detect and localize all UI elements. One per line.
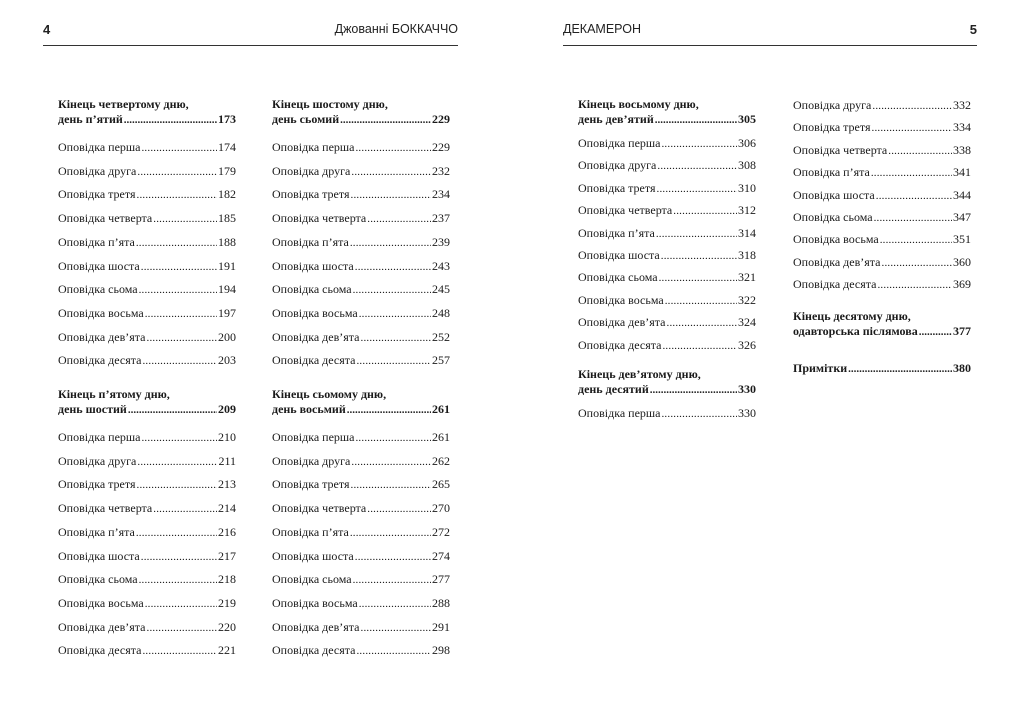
dot-leader [353, 571, 431, 588]
toc-entry [272, 258, 450, 274]
toc-entry-page: 347 [953, 210, 971, 224]
toc-entry-page: 218 [218, 572, 236, 587]
dot-leader [139, 571, 217, 588]
dot-leader [136, 234, 217, 251]
dot-leader [141, 139, 217, 156]
dot-leader [340, 112, 431, 128]
toc-entry [793, 254, 971, 270]
toc-entry-label: Оповідка перша [578, 406, 661, 420]
toc-entry-label: Оповідка сьома [793, 210, 873, 224]
toc-entry-label: Оповідка третя [272, 187, 350, 202]
toc-entry [58, 642, 236, 658]
toc-entry [272, 234, 450, 250]
toc-entry-page: 211 [218, 453, 236, 468]
toc-entry-page: 229 [432, 140, 450, 154]
toc-entry-page: 174 [218, 140, 236, 154]
dot-leader [145, 595, 217, 612]
toc-entry-label: Оповідка дев’ята [272, 329, 360, 344]
toc-entry [578, 157, 756, 173]
toc-entry-label: Оповідка друга [272, 453, 351, 468]
dot-leader [351, 163, 431, 180]
left-page-header [43, 22, 458, 46]
toc-entry-page: 312 [738, 203, 756, 218]
toc-entry [578, 202, 756, 218]
toc-entry [272, 548, 450, 564]
toc-entry [272, 139, 450, 155]
heading-line-1: Кінець десятому дню, [793, 308, 911, 323]
notes-label: Примітки [793, 360, 848, 375]
toc-entry-page: 344 [953, 187, 971, 202]
toc-entry-page: 191 [218, 258, 236, 273]
toc-entry-label: Оповідка перша [578, 136, 661, 150]
toc-entry-label: Оповідка третя [793, 120, 871, 135]
toc-entry-label: Оповідка четверта [793, 142, 888, 157]
toc-section-heading [578, 367, 756, 398]
heading-line-2: день десятий [578, 382, 649, 396]
toc-entry-page: 326 [738, 337, 756, 352]
dot-leader [356, 642, 431, 659]
toc-entry-label: Оповідка шоста [58, 258, 140, 273]
toc-entry [272, 210, 450, 226]
heading-line-2: одавторська післямова [793, 323, 918, 338]
toc-entry-page: 360 [953, 254, 971, 269]
toc-entry-label: Оповідка дев’ята [58, 619, 146, 634]
toc-entry-page: 210 [218, 430, 236, 444]
toc-section-heading [272, 387, 450, 418]
toc-entry-page: 274 [432, 548, 450, 563]
toc-entry-label: Оповідка сьома [272, 572, 352, 587]
toc-entry-page: 188 [218, 234, 236, 249]
toc-entry [58, 305, 236, 321]
toc-entry-label: Оповідка восьма [578, 292, 664, 307]
heading-line-2: день восьмий [272, 402, 346, 416]
toc-entry [58, 258, 236, 274]
toc-entry-label: Оповідка третя [272, 477, 350, 492]
page-number: 4 [43, 22, 51, 37]
right-page [511, 0, 1023, 723]
heading-line-1: Кінець сьомому дню, [272, 387, 387, 401]
dot-leader [656, 225, 737, 242]
toc-entry [793, 97, 971, 113]
toc-entry-page: 318 [738, 248, 756, 262]
toc-entry-page: 243 [432, 258, 450, 273]
heading-line-1: Кінець шостому дню, [272, 97, 388, 111]
toc-entry-page: 270 [432, 501, 450, 516]
heading-line-2: день шостий [58, 402, 127, 416]
toc-entry-page: 194 [218, 282, 236, 297]
toc-entry [272, 595, 450, 611]
dot-leader [147, 329, 218, 346]
toc-entry-label: Оповідка дев’ята [793, 254, 881, 269]
toc-entry-label: Оповідка десята [58, 643, 142, 658]
toc-entry-label: Оповідка восьма [272, 595, 358, 610]
toc-entry-label: Оповідка дев’ята [578, 315, 666, 330]
heading-line-2: день сьомий [272, 112, 340, 126]
toc-entry [58, 163, 236, 179]
toc-entry [578, 337, 756, 353]
dot-leader [662, 337, 737, 354]
toc-entry [272, 186, 450, 202]
dot-leader [351, 453, 431, 470]
toc-entry-page: 351 [953, 232, 971, 247]
dot-leader [136, 524, 217, 541]
toc-entry-page: 306 [738, 136, 756, 150]
toc-entry-label: Оповідка десята [793, 277, 877, 292]
toc-entry-page: 314 [738, 225, 756, 240]
dot-leader [145, 305, 217, 322]
toc-entry-label: Оповідка десята [272, 643, 356, 658]
toc-entry-page: 341 [953, 165, 971, 180]
dot-leader [361, 329, 432, 346]
toc-section-heading [793, 309, 971, 340]
toc-entry-page: 261 [432, 430, 450, 444]
dot-leader [137, 476, 218, 493]
dot-leader [141, 548, 217, 565]
toc-entry [578, 292, 756, 308]
toc-entry-page: 219 [218, 595, 236, 610]
toc-entry-label: Оповідка друга [58, 163, 137, 178]
dot-leader [655, 112, 737, 128]
toc-entry-page: 257 [432, 353, 450, 368]
toc-entry-label: Оповідка п’ята [58, 234, 135, 249]
dot-leader [657, 157, 737, 174]
dot-leader [650, 382, 737, 398]
toc-entry-page: 310 [738, 180, 756, 195]
toc-entry [58, 429, 236, 445]
toc-entry [272, 619, 450, 635]
toc-entry [793, 209, 971, 225]
toc-entry [58, 186, 236, 202]
toc-entry-label: Оповідка сьома [272, 282, 352, 297]
dot-leader [142, 642, 217, 659]
dot-leader [355, 258, 431, 275]
toc-entry-page: 185 [218, 211, 236, 226]
toc-entry-label: Оповідка перша [272, 140, 355, 154]
toc-entry [58, 281, 236, 297]
toc-entry-label: Оповідка третя [58, 477, 136, 492]
toc-entry-label: Оповідка сьома [58, 282, 138, 297]
toc-entry [793, 231, 971, 247]
notes-page: 380 [953, 360, 971, 375]
toc-entry-label: Оповідка дев’ята [272, 619, 360, 634]
toc-entry [793, 164, 971, 180]
toc-entry [272, 476, 450, 492]
toc-entry-label: Оповідка восьма [58, 595, 144, 610]
dot-leader [876, 187, 952, 204]
dot-leader [848, 361, 952, 377]
dot-leader [137, 453, 217, 470]
dot-leader [351, 186, 432, 203]
toc-entry-label: Оповідка сьома [578, 270, 658, 285]
page-number: 5 [969, 22, 977, 37]
toc-entry [58, 571, 236, 587]
heading-page: 229 [432, 112, 450, 126]
toc-entry-label: Оповідка друга [578, 158, 657, 173]
toc-entry [272, 571, 450, 587]
dot-leader [667, 314, 738, 331]
toc-entry-label: Оповідка шоста [272, 258, 354, 273]
dot-leader [888, 142, 952, 159]
toc-entry-label: Оповідка сьома [58, 572, 138, 587]
dot-leader [673, 202, 737, 219]
heading-page: 261 [432, 402, 450, 416]
toc-entry-page: 272 [432, 524, 450, 539]
toc-entry-page: 322 [738, 292, 756, 307]
toc-entry-page: 234 [432, 187, 450, 202]
dot-leader [356, 352, 431, 369]
toc-entry [578, 405, 756, 421]
heading-line-2: день дев’ятий [578, 112, 654, 126]
toc-entry-page: 220 [218, 619, 236, 634]
heading-page: 377 [953, 323, 971, 338]
toc-entry-label: Оповідка восьма [58, 305, 144, 320]
toc-entry-label: Оповідка третя [58, 187, 136, 202]
heading-line-2: день п’ятий [58, 112, 123, 126]
toc-section-heading [272, 97, 450, 128]
toc-entry [793, 276, 971, 292]
toc-entry-label: Оповідка четверта [272, 501, 367, 516]
dot-leader [661, 405, 737, 422]
heading-line-1: Кінець дев’ятому дню, [578, 367, 701, 381]
dot-leader [139, 281, 217, 298]
toc-entry-label: Оповідка друга [272, 163, 351, 178]
toc-entry-page: 252 [432, 329, 450, 344]
toc-entry-label: Оповідка дев’ята [58, 329, 146, 344]
toc-entry-page: 330 [738, 406, 756, 420]
toc-entry-page: 213 [218, 477, 236, 492]
toc-entry [793, 142, 971, 158]
toc-entry-label: Оповідка п’ята [578, 225, 655, 240]
toc-entry [272, 352, 450, 368]
dot-leader [137, 163, 217, 180]
dot-leader [355, 548, 431, 565]
heading-page: 173 [218, 112, 236, 126]
toc-entry-label: Оповідка шоста [793, 187, 875, 202]
toc-entry [272, 429, 450, 445]
dot-leader [882, 254, 953, 271]
toc-entry-page: 334 [953, 120, 971, 135]
toc-entry-label: Оповідка восьма [793, 232, 879, 247]
toc-entry-label: Оповідка четверта [58, 211, 153, 226]
toc-entry [58, 524, 236, 540]
toc-entry [272, 281, 450, 297]
heading-page: 305 [738, 112, 756, 126]
dot-leader [871, 164, 952, 181]
toc-entry [578, 269, 756, 285]
dot-leader [872, 119, 953, 136]
toc-entry [58, 595, 236, 611]
toc-entry [58, 619, 236, 635]
dot-leader [367, 500, 431, 517]
dot-leader [350, 524, 431, 541]
right-page-header [563, 22, 977, 46]
toc-entry [58, 210, 236, 226]
dot-leader [137, 186, 218, 203]
toc-entry-label: Оповідка п’ята [272, 234, 349, 249]
dot-leader [880, 231, 952, 248]
toc-entry-page: 308 [738, 158, 756, 173]
dot-leader [353, 281, 431, 298]
heading-line-1: Кінець восьмому дню, [578, 97, 699, 111]
toc-entry [578, 180, 756, 196]
toc-entry-label: Оповідка п’ята [272, 524, 349, 539]
dot-leader [361, 619, 432, 636]
toc-entry-page: 221 [218, 643, 236, 658]
toc-entry-page: 232 [432, 163, 450, 178]
dot-leader [665, 292, 737, 309]
toc-entry [578, 314, 756, 330]
dot-leader [153, 500, 217, 517]
toc-entry [578, 225, 756, 241]
dot-leader [661, 135, 737, 152]
toc-entry [58, 329, 236, 345]
toc-entry-page: 216 [218, 524, 236, 539]
dot-leader [661, 247, 737, 264]
toc-entry [58, 548, 236, 564]
dot-leader [919, 324, 952, 340]
heading-line-1: Кінець четвертому дню, [58, 97, 189, 111]
toc-entry-label: Оповідка шоста [58, 548, 140, 563]
toc-entry [272, 642, 450, 658]
toc-entry-page: 338 [953, 142, 971, 157]
toc-entry-label: Оповідка четверта [272, 211, 367, 226]
toc-entry [793, 187, 971, 203]
dot-leader [367, 210, 431, 227]
toc-entry-page: 332 [953, 98, 971, 112]
toc-entry-page: 182 [218, 187, 236, 202]
dot-leader [874, 209, 952, 226]
dot-leader [153, 210, 217, 227]
toc-entry-label: Оповідка друга [793, 98, 872, 112]
toc-entry-page: 203 [218, 353, 236, 368]
toc-entry [272, 500, 450, 516]
toc-entry-label: Оповідка шоста [272, 548, 354, 563]
toc-entry [58, 500, 236, 516]
heading-page: 209 [218, 402, 236, 416]
heading-line-1: Кінець п’ятому дню, [58, 387, 170, 401]
toc-entry-label: Оповідка перша [272, 430, 355, 444]
running-title: ДЕКАМЕРОН [563, 22, 641, 36]
toc-entry-page: 265 [432, 477, 450, 492]
toc-entry-label: Оповідка п’ята [793, 165, 870, 180]
toc-entry [272, 524, 450, 540]
heading-page: 330 [738, 382, 756, 396]
toc-notes-entry [793, 361, 971, 377]
toc-entry-page: 200 [218, 329, 236, 344]
dot-leader [359, 305, 431, 322]
dot-leader [657, 180, 738, 197]
dot-leader [872, 97, 952, 114]
dot-leader [147, 619, 218, 636]
toc-entry-page: 369 [953, 277, 971, 292]
toc-entry-label: Оповідка перша [58, 430, 141, 444]
toc-entry-label: Оповідка п’ята [58, 524, 135, 539]
dot-leader [347, 402, 431, 418]
toc-section-heading [578, 97, 756, 128]
dot-leader [359, 595, 431, 612]
toc-entry [58, 476, 236, 492]
toc-entry [793, 119, 971, 135]
toc-entry-label: Оповідка шоста [578, 248, 660, 262]
toc-entry-label: Оповідка десята [272, 353, 356, 368]
toc-entry-label: Оповідка перша [58, 140, 141, 154]
toc-entry [58, 352, 236, 368]
toc-entry [578, 135, 756, 151]
toc-entry-label: Оповідка десята [58, 353, 142, 368]
toc-entry-label: Оповідка четверта [58, 501, 153, 516]
dot-leader [141, 258, 217, 275]
toc-entry-page: 321 [738, 270, 756, 285]
dot-leader [877, 276, 952, 293]
toc-entry-page: 179 [218, 163, 236, 178]
dot-leader [124, 112, 217, 128]
toc-entry-page: 277 [432, 572, 450, 587]
dot-leader [355, 429, 431, 446]
toc-entry [58, 139, 236, 155]
toc-entry-page: 237 [432, 211, 450, 226]
dot-leader [141, 429, 217, 446]
toc-entry [272, 453, 450, 469]
toc-section-heading [58, 387, 236, 418]
toc-entry-page: 298 [432, 643, 450, 658]
toc-entry-page: 291 [432, 619, 450, 634]
toc-entry-page: 262 [432, 453, 450, 468]
toc-entry-page: 248 [432, 305, 450, 320]
dot-leader [351, 476, 432, 493]
dot-leader [355, 139, 431, 156]
toc-entry-page: 239 [432, 234, 450, 249]
toc-section-heading [58, 97, 236, 128]
toc-entry-page: 245 [432, 282, 450, 297]
dot-leader [350, 234, 431, 251]
toc-entry [58, 234, 236, 250]
toc-entry-label: Оповідка десята [578, 337, 662, 352]
toc-entry-page: 288 [432, 595, 450, 610]
toc-entry [58, 453, 236, 469]
toc-entry-label: Оповідка третя [578, 180, 656, 195]
toc-entry-label: Оповідка друга [58, 453, 137, 468]
toc-entry [272, 305, 450, 321]
running-title: Джованні БОККАЧЧО [334, 22, 458, 36]
toc-entry-label: Оповідка восьма [272, 305, 358, 320]
toc-entry-page: 324 [738, 315, 756, 330]
left-page [0, 0, 510, 723]
toc-entry [272, 163, 450, 179]
toc-entry-page: 217 [218, 548, 236, 563]
toc-entry-label: Оповідка четверта [578, 203, 673, 218]
toc-entry [272, 329, 450, 345]
dot-leader [128, 402, 217, 418]
dot-leader [659, 269, 737, 286]
dot-leader [142, 352, 217, 369]
toc-entry [578, 247, 756, 263]
toc-entry-page: 214 [218, 501, 236, 516]
toc-entry-page: 197 [218, 305, 236, 320]
